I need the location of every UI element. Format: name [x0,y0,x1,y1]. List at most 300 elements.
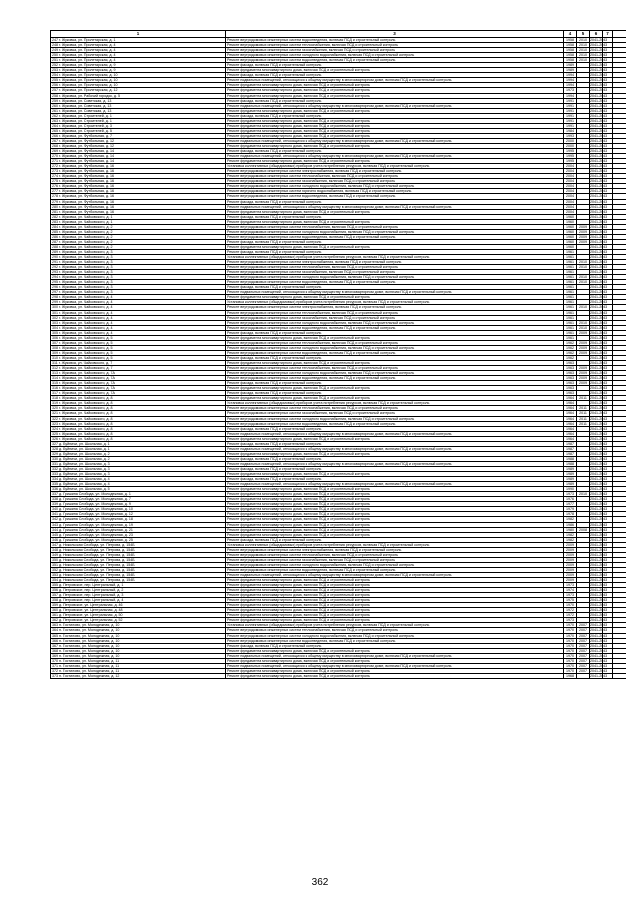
empty-cell [603,674,613,678]
address-cell: 255 г. Жуковка, ул. Пролетарская, д. 10 [51,78,226,82]
last-repair-year-cell: 2011 [577,422,590,426]
planned-period-cell: 2041-2043 [590,209,608,214]
address-cell: 295 г. Жуковка, ул. Чайковского, д. 3 [51,280,226,284]
last-repair-year-cell: 2007 [577,628,590,632]
planned-period-cell: 2041-2043 [590,446,608,451]
address-cell: 350 д. Никольская Слобода, ул. Петрова, д. 154Б [51,558,226,562]
empty-cell [603,184,613,188]
construction-year-cell: 1963 [564,366,577,370]
address-cell: 332 д. Буйничи, ул. Школьная, д. 3 [51,467,226,471]
address-cell: 361 д. Петровское, ул. Центральная, д. 50 [51,613,226,617]
work-type-cell: Ремонт внутридомовых инженерных систем холодного водоснабжения, включая ПСД и строительный контроль [226,184,564,188]
empty-cell [603,194,613,198]
planned-period-cell: 2041-2043 [590,149,608,154]
address-cell: 304 г. Жуковка, ул. Чайковского, д. 4 [51,326,226,330]
empty-cell [603,618,613,622]
last-repair-year-cell [577,114,590,118]
construction-year-cell: 2004 [564,210,577,214]
address-cell: 333 д. Буйничи, ул. Школьная, д. 3 [51,472,226,476]
planned-period-cell: 2041-2043 [590,608,608,613]
empty-cell [603,311,613,315]
planned-period-cell: 2041-2043 [590,280,608,285]
address-cell: 330 д. Буйничи, ул. Школьная, д. 2 [51,457,226,461]
last-repair-year-cell: 2009 [577,235,590,239]
address-cell: 288 г. Жуковка, ул. Чайковского, д. 2 [51,245,226,249]
last-repair-year-cell: 2010 [577,38,590,42]
empty-cell [603,149,613,153]
address-cell: 256 г. Жуковка, ул. Пролетарская, д. 10 [51,83,226,87]
last-repair-year-cell [577,124,590,128]
empty-cell [603,356,613,360]
work-type-cell: Ремонт подвальных помещений, относящихся к общему имуществу в многоквартирном доме, включая ПСД и строительный контроль [226,290,564,294]
empty-cell [603,200,613,204]
work-type-cell: Ремонт внутридомовых инженерных систем газоснабжения, включая ПСД и строительный контроль [226,558,564,562]
address-cell: 368 п. Гостилово, ул. Молодежная, д. 10 [51,649,226,653]
address-cell: 340 д. Гришина Слобода, ул. Молодежная, д. 10 [51,507,226,511]
construction-year-cell: 1993 [564,134,577,138]
construction-year-cell: 1961 [564,305,577,309]
construction-year-cell: 1980 [564,528,577,532]
planned-period-cell: 2041-2043 [590,472,608,477]
work-type-cell: Ремонт внутридомовых инженерных систем теплоснабжения, включая ПСД и строительный контроль [226,225,564,229]
construction-year-cell: 1961 [564,331,577,335]
empty-cell [603,583,613,587]
address-cell: 358 д. Петровское, пер. Центральный, д. 4 [51,598,226,602]
empty-cell [603,326,613,330]
address-cell: 251 г. Жуковка, ул. Пролетарская, д. 4 [51,58,226,62]
construction-year-cell: 2009 [564,573,577,577]
construction-year-cell: 1987 [564,452,577,456]
last-repair-year-cell [577,563,590,567]
planned-period-cell: 2041-2043 [590,502,608,507]
construction-year-cell: 1964 [564,401,577,405]
construction-year-cell: 1988 [564,457,577,461]
work-type-cell: Ремонт фундамента многоквартирного дома, включая ПСД и строительный контроль [226,674,564,678]
planned-period-cell: 2041-2043 [590,436,608,441]
construction-year-cell: 2004 [564,194,577,198]
work-type-cell: Ремонт внутридомовых инженерных систем водоотведения, включая ПСД и строительный контроль [226,58,564,62]
address-cell: 272 г. Жуковка, ул. Футбольная, д. 16 [51,164,226,168]
empty-cell [603,83,613,87]
construction-year-cell: 1961 [564,265,577,269]
construction-year-cell: 1963 [564,371,577,375]
address-cell: 280 г. Жуковка, ул. Футбольная, д. 16 [51,205,226,209]
last-repair-year-cell [577,109,590,113]
empty-cell [603,523,613,527]
address-cell: 325 г. Жуковка, ул. Чайковского, д. 8 [51,432,226,436]
last-repair-year-cell [577,179,590,183]
construction-year-cell: 1964 [564,422,577,426]
last-repair-year-cell: 2009 [577,371,590,375]
construction-year-cell: 1970 [564,664,577,668]
last-repair-year-cell [577,210,590,214]
last-repair-year-cell [577,159,590,163]
construction-year-cell: 1970 [564,628,577,632]
work-type-cell: Ремонт фундамента многоквартирного дома, включая ПСД и строительный контроль [226,68,564,72]
construction-year-cell: 1961 [564,316,577,320]
address-cell: 286 г. Жуковка, ул. Чайковского, д. 2 [51,235,226,239]
construction-year-cell: 1991 [564,119,577,123]
construction-year-cell: 1989 [564,482,577,486]
empty-cell [603,114,613,118]
empty-cell [603,179,613,183]
work-type-cell: Ремонт фундамента многоквартирного дома, включая ПСД и строительный контроль [226,507,564,511]
planned-period-cell: 2041-2043 [590,542,608,547]
planned-period-cell: 2041-2043 [590,305,608,310]
empty-cell [603,472,613,476]
page-number: 362 [311,877,329,888]
last-repair-year-cell: 2009 [577,225,590,229]
work-type-cell: Ремонт внутридомовых инженерных систем водоотведения, включая ПСД и строительный контроль [226,280,564,284]
planned-period-cell: 2041-2043 [590,345,608,350]
planned-period-cell: 2041-2043 [590,350,608,355]
last-repair-year-cell [577,543,590,547]
work-type-cell: Ремонт подвальных помещений, относящихся к общему имуществу в многоквартирном доме, включая ПСД и строительный контроль [226,432,564,436]
address-cell: 317 г. Жуковка, ул. Чайковского, д. 7А [51,391,226,395]
work-type-cell: Ремонт внутридомовых инженерных систем теплоснабжения, включая ПСД и строительный контроль [226,43,564,47]
empty-cell [603,295,613,299]
empty-cell [603,497,613,501]
construction-year-cell: 1994 [564,94,577,98]
construction-year-cell: 1961 [564,255,577,259]
address-cell: 270 г. Жуковка, ул. Футбольная, д. 14 [51,154,226,158]
work-type-cell: Ремонт фундамента многоквартирного дома, включая ПСД и строительный контроль [226,528,564,532]
work-type-cell: Ремонт внутридомовых инженерных систем водоотведения, включая ПСД и строительный контроль [226,194,564,198]
address-cell: 261 г. Жуковка, ул. Советская, д. 13 [51,109,226,113]
address-cell: 308 г. Жуковка, ул. Чайковского, д. 5 [51,346,226,350]
planned-period-cell: 2041-2043 [590,88,608,93]
empty-cell [603,381,613,385]
planned-period-cell: 2041-2043 [590,598,608,603]
empty-cell [603,608,613,612]
empty-cell [603,401,613,405]
work-type-cell: Ремонт фундамента многоквартирного дома, включая ПСД и строительный контроль [226,386,564,390]
construction-year-cell: 1962 [564,351,577,355]
address-cell: 296 г. Жуковка, ул. Чайковского, д. 3 [51,285,226,289]
address-cell: 268 г. Жуковка, ул. Футбольная, д. 12 [51,144,226,148]
work-type-cell: Ремонт фасада, включая ПСД и строительный контроль [226,391,564,395]
planned-period-cell: 2041-2043 [590,310,608,315]
construction-year-cell: 1987 [564,442,577,446]
planned-period-cell: 2041-2043 [590,118,608,123]
empty-cell [603,654,613,658]
construction-year-cell: 1964 [564,437,577,441]
work-type-cell: Ремонт внутридомовых инженерных систем холодного водоснабжения, включая ПСД и строительный контроль [226,230,564,234]
construction-year-cell: 1995 [564,159,577,163]
last-repair-year-cell [577,194,590,198]
address-cell: 249 г. Жуковка, ул. Пролетарская, д. 4 [51,48,226,52]
address-cell: 348 д. Никольская Слобода, ул. Петрова, д. 154Б [51,548,226,552]
planned-period-cell: 2041-2043 [590,78,608,83]
address-cell: 282 г. Жуковка, ул. Чайковского, д. 1 [51,215,226,219]
planned-period-cell: 2041-2043 [590,673,608,678]
work-type-cell: Ремонт подвальных помещений, относящихся к общему имуществу в многоквартирном доме, включая ПСД и строительный контроль [226,205,564,209]
address-cell: 349 д. Никольская Слобода, ул. Петрова, д. 154Б [51,553,226,557]
last-repair-year-cell [577,588,590,592]
last-repair-year-cell: 2010 [577,275,590,279]
last-repair-year-cell [577,104,590,108]
last-repair-year-cell [577,593,590,597]
work-type-cell: Ремонт фундамента многоквартирного дома, включая ПСД и строительный контроль [226,502,564,506]
empty-cell [603,432,613,436]
last-repair-year-cell [577,336,590,340]
empty-cell [603,538,613,542]
construction-year-cell: 1958 [564,43,577,47]
address-cell: 309 г. Жуковка, ул. Чайковского, д. 5 [51,351,226,355]
work-type-cell: Ремонт фундамента многоквартирного дома, включая ПСД и строительный контроль [226,608,564,612]
address-cell: 290 г. Жуковка, ул. Чайковского, д. 3 [51,255,226,259]
last-repair-year-cell [577,295,590,299]
work-type-cell: Ремонт фундамента многоквартирного дома, включая ПСД и строительный контроль [226,124,564,128]
planned-period-cell: 2041-2043 [590,547,608,552]
empty-cell [603,53,613,57]
construction-year-cell: 1979 [564,507,577,511]
last-repair-year-cell [577,482,590,486]
planned-period-cell: 2041-2043 [590,371,608,376]
work-type-cell: Ремонт фасада, включая ПСД и строительный контроль [226,200,564,204]
last-repair-year-cell [577,507,590,511]
empty-cell [603,548,613,552]
planned-period-cell: 2041-2043 [590,633,608,638]
empty-cell [603,442,613,446]
planned-period-cell: 2041-2043 [590,219,608,224]
repair-program-table [50,30,626,679]
construction-year-cell: 1961 [564,290,577,294]
work-type-cell: Ремонт фасада, включая ПСД и строительный контроль [226,457,564,461]
construction-year-cell: 1964 [564,432,577,436]
work-type-cell: Ремонт внутридомовых инженерных систем водоотведения, включая ПСД и строительный контроль [226,235,564,239]
empty-cell [603,230,613,234]
construction-year-cell: 1989 [564,68,577,72]
construction-year-cell: 1991 [564,124,577,128]
construction-year-cell: 2004 [564,164,577,168]
empty-cell [603,417,613,421]
work-type-cell: Ремонт фасада, включая ПСД и строительный контроль [226,149,564,153]
planned-period-cell: 2041-2043 [590,386,608,391]
construction-year-cell: 1974 [564,588,577,592]
work-type-cell: Ремонт фундамента многоквартирного дома, включая ПСД и строительный контроль [226,497,564,501]
address-cell: 274 г. Жуковка, ул. Футбольная, д. 16 [51,174,226,178]
empty-cell [603,533,613,537]
construction-year-cell: 1961 [564,260,577,264]
construction-year-cell: 1990 [564,487,577,491]
address-cell: 284 г. Жуковка, ул. Чайковского, д. 2 [51,225,226,229]
work-type-cell: Установка коллективных (общедомовых) приборов учета потребления ресурсов, включая ПСД и строительный контроль [226,255,564,259]
planned-period-cell: 2041-2043 [590,194,608,199]
planned-period-cell: 2041-2043 [590,522,608,527]
work-type-cell: Ремонт фундамента многоквартирного дома, включая ПСД и строительный контроль [226,109,564,113]
work-type-cell: Ремонт фасада, включая ПСД и строительный контроль [226,114,564,118]
construction-year-cell: 1970 [564,649,577,653]
work-type-cell: Ремонт фундамента многоквартирного дома, включая ПСД и строительный контроль [226,83,564,87]
work-type-cell: Ремонт внутридомовых инженерных систем холодного водоснабжения, включая ПСД и строительный контроль [226,634,564,638]
planned-period-cell: 2041-2043 [590,234,608,239]
empty-cell [603,482,613,486]
address-cell: 369 п. Гостилово, ул. Молодежная, д. 10 [51,654,226,658]
planned-period-cell: 2041-2043 [590,275,608,280]
last-repair-year-cell [577,68,590,72]
construction-year-cell: 1972 [564,608,577,612]
construction-year-cell: 1989 [564,63,577,67]
work-type-cell: Ремонт фундамента многоквартирного дома, включая ПСД и строительный контроль [226,603,564,607]
work-type-cell: Ремонт фундамента многоквартирного дома, включая ПСД и строительный контроль [226,517,564,521]
work-type-cell: Ремонт фундамента многоквартирного дома, включая ПСД и строительный контроль [226,129,564,133]
last-repair-year-cell: 2007 [577,644,590,648]
address-cell: 297 г. Жуковка, ул. Чайковского, д. 3 [51,290,226,294]
planned-period-cell: 2041-2043 [590,578,608,583]
construction-year-cell: 2004 [564,189,577,193]
work-type-cell: Ремонт внутридомовых инженерных систем электроснабжения, включая ПСД и строительный контроль [226,169,564,173]
work-type-cell: Ремонт фундамента многоквартирного дома, включая ПСД и строительный контроль [226,336,564,340]
empty-cell [603,437,613,441]
empty-cell [603,427,613,431]
address-cell: 271 г. Жуковка, ул. Футбольная, д. 14 [51,159,226,163]
empty-cell [603,99,613,103]
address-cell: 316 г. Жуковка, ул. Чайковского, д. 7А [51,386,226,390]
empty-cell [603,457,613,461]
address-cell: 372 п. Гостилово, ул. Молодежная, д. 11 [51,669,226,673]
planned-period-cell: 2041-2043 [590,482,608,487]
last-repair-year-cell: 2007 [577,623,590,627]
last-repair-year-cell [577,608,590,612]
construction-year-cell: 1960 [564,225,577,229]
work-type-cell: Ремонт внутридомовых инженерных систем газоснабжения, включая ПСД и строительный контроль [226,316,564,320]
last-repair-year-cell [577,174,590,178]
last-repair-year-cell: 2009 [577,346,590,350]
empty-cell [603,73,613,77]
last-repair-year-cell: 2009 [577,381,590,385]
construction-year-cell: 1994 [564,83,577,87]
work-type-cell: Ремонт внутридомовых инженерных систем холодного водоснабжения, включая ПСД и строительный контроль [226,346,564,350]
planned-period-cell: 2041-2043 [590,300,608,305]
planned-period-cell: 2041-2043 [590,376,608,381]
empty-cell [603,487,613,491]
work-type-cell: Ремонт фасада, включая ПСД и строительный контроль [226,285,564,289]
work-type-cell: Установка коллективных (общедомовых) приборов учета потребления ресурсов, включая ПСД и строительный контроль [226,543,564,547]
last-repair-year-cell [577,462,590,466]
last-repair-year-cell [577,63,590,67]
planned-period-cell: 2041-2043 [590,663,608,668]
last-repair-year-cell [577,270,590,274]
planned-period-cell: 2041-2043 [590,239,608,244]
construction-year-cell: 1961 [564,326,577,330]
construction-year-cell: 1961 [564,336,577,340]
address-cell: 341 д. Гришина Слобода, ул. Молодежная, д. 12 [51,512,226,516]
empty-cell [603,563,613,567]
planned-period-cell: 2041-2043 [590,123,608,128]
empty-cell [603,543,613,547]
last-repair-year-cell [577,674,590,678]
empty-cell [603,78,613,82]
construction-year-cell: 2009 [564,543,577,547]
table-row [51,674,626,679]
construction-year-cell: 1984 [564,129,577,133]
empty-cell [603,452,613,456]
empty-cell [603,164,613,168]
work-type-cell: Ремонт фундамента многоквартирного дома, включая ПСД и строительный контроль [226,134,564,138]
construction-year-cell: 2009 [564,548,577,552]
planned-period-cell: 2041-2043 [590,532,608,537]
table-body [51,38,626,679]
empty-cell [603,300,613,304]
planned-period-cell: 2041-2043 [590,159,608,164]
planned-period-cell: 2041-2043 [590,552,608,557]
last-repair-year-cell: 2009 [577,366,590,370]
planned-period-cell: 2041-2043 [590,103,608,108]
empty-cell [603,43,613,47]
address-cell: 312 г. Жуковка, ул. Чайковского, д. 7 [51,366,226,370]
work-type-cell: Ремонт фундамента многоквартирного дома, включая ПСД и строительный контроль [226,472,564,476]
address-cell: 259 г. Жуковка, ул. Советская, д. 13 [51,99,226,103]
empty-cell [603,174,613,178]
last-repair-year-cell [577,558,590,562]
address-cell: 278 г. Жуковка, ул. Футбольная, д. 16 [51,194,226,198]
last-repair-year-cell [577,200,590,204]
planned-period-cell: 2041-2043 [590,451,608,456]
address-cell: 367 п. Гостилово, ул. Молодежная, д. 10 [51,644,226,648]
address-cell: 346 д. Гришина Слобода, ул. Молодежная, д. 25 [51,538,226,542]
work-type-cell: Ремонт внутридомовых инженерных систем теплоснабжения, включая ПСД и строительный контроль [226,174,564,178]
work-type-cell: Ремонт фасада, включая ПСД и строительный контроль [226,442,564,446]
last-repair-year-cell: 2007 [577,659,590,663]
address-cell: 335 д. Буйничи, ул. Школьная, д. 4 [51,482,226,486]
last-repair-year-cell [577,290,590,294]
construction-year-cell: 1958 [564,48,577,52]
work-type-cell: Ремонт внутридомовых инженерных систем водоотведения, включая ПСД и строительный контроль [226,639,564,643]
last-repair-year-cell [577,613,590,617]
planned-period-cell: 2041-2043 [590,189,608,194]
construction-year-cell: 1970 [564,669,577,673]
address-cell: 273 г. Жуковка, ул. Футбольная, д. 16 [51,169,226,173]
empty-cell [603,422,613,426]
construction-year-cell: 1958 [564,38,577,42]
planned-period-cell: 2041-2043 [590,658,608,663]
work-type-cell: Ремонт внутридомовых инженерных систем водоотведения, включая ПСД и строительный контроль [226,422,564,426]
last-repair-year-cell: 2009 [577,351,590,355]
last-repair-year-cell [577,401,590,405]
work-type-cell: Установка коллективных (общедомовых) приборов учета потребления ресурсов, включая ПСД и строительный контроль [226,300,564,304]
header-cell-5: 5 [577,31,590,37]
planned-period-cell: 2041-2043 [590,456,608,461]
address-cell: 328 д. Буйничи, ул. Школьная, д. 1 [51,447,226,451]
last-repair-year-cell: 2009 [577,331,590,335]
address-cell: 302 г. Жуковка, ул. Чайковского, д. 4 [51,316,226,320]
work-type-cell: Ремонт фундамента многоквартирного дома, включая ПСД и строительный контроль [226,649,564,653]
address-cell: 287 г. Жуковка, ул. Чайковского, д. 2 [51,240,226,244]
empty-cell [603,94,613,98]
empty-cell [603,341,613,345]
address-cell: 265 г. Жуковка, ул. Строителей, д. 5 [51,129,226,133]
work-type-cell: Ремонт фундамента многоквартирного дома, включая ПСД и строительный контроль [226,245,564,249]
address-cell: 276 г. Жуковка, ул. Футбольная, д. 16 [51,184,226,188]
empty-cell [603,280,613,284]
address-cell: 279 г. Жуковка, ул. Футбольная, д. 16 [51,200,226,204]
last-repair-year-cell: 2010 [577,305,590,309]
work-type-cell: Ремонт фасада, включая ПСД и строительный контроль [226,63,564,67]
last-repair-year-cell [577,311,590,315]
work-type-cell: Ремонт внутридомовых инженерных систем теплоснабжения, включая ПСД и строительный контроль [226,406,564,410]
construction-year-cell: 1963 [564,391,577,395]
planned-period-cell: 2041-2043 [590,204,608,209]
last-repair-year-cell [577,245,590,249]
planned-period-cell: 2041-2043 [590,68,608,73]
work-type-cell: Ремонт фасада, включая ПСД и строительный контроль [226,73,564,77]
work-type-cell: Ремонт фасада, включая ПСД и строительный контроль [226,644,564,648]
address-cell: 359 д. Петровское, ул. Центральная, д. 46 [51,603,226,607]
construction-year-cell: 1991 [564,104,577,108]
address-cell: 252 г. Жуковка, ул. Пролетарская, д. 9 [51,63,226,67]
empty-cell [603,507,613,511]
